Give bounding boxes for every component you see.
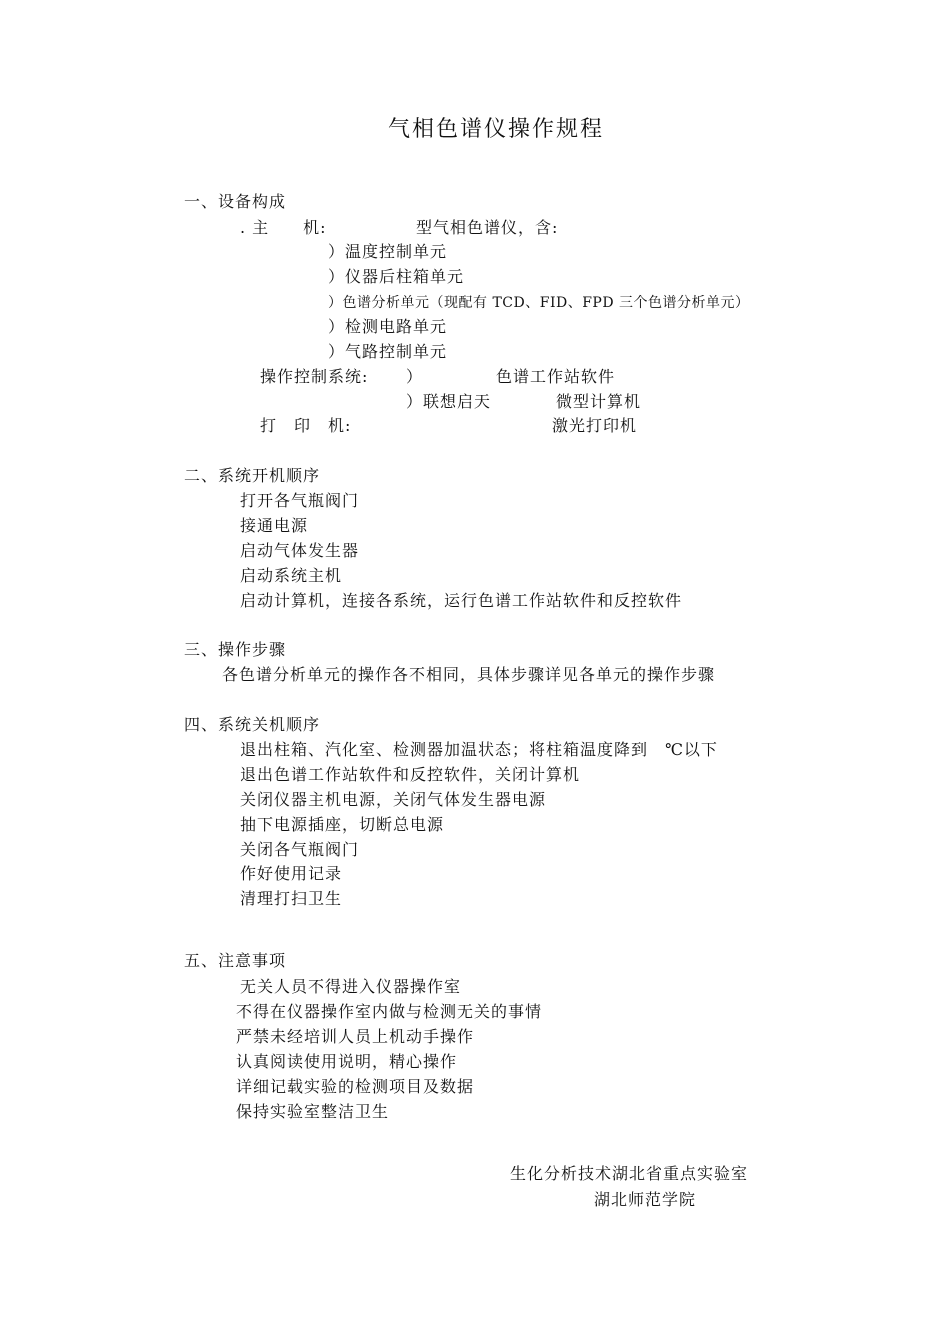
control-item-text: 色谱工作站软件 <box>496 367 616 386</box>
list-item: 关闭各气瓶阀门 <box>240 840 360 859</box>
control-item-text: 微型计算机 <box>556 392 642 411</box>
list-item: 启动计算机，连接各系统，运行色谱工作站软件和反控软件 <box>240 591 683 610</box>
unit-item: ）检测电路单元 <box>328 317 448 336</box>
printer-value: 激光打印机 <box>552 416 638 435</box>
printer-label: 打 印 机: <box>260 416 352 435</box>
list-item: 接通电源 <box>240 516 309 535</box>
unit-item: ）温度控制单元 <box>328 242 448 261</box>
footer-lab-name: 生化分析技术湖北省重点实验室 <box>510 1164 749 1183</box>
list-item: 详细记载实验的检测项目及数据 <box>236 1077 475 1096</box>
list-item: 严禁未经培训人员上机动手操作 <box>236 1027 475 1046</box>
unit-item: ）仪器后柱箱单元 <box>328 267 465 286</box>
section-4-heading: 四、系统关机顺序 <box>184 715 321 734</box>
control-item-marker: ）联想启天 <box>406 392 492 411</box>
control-item-marker: ） <box>406 367 424 386</box>
list-item: 抽下电源插座，切断总电源 <box>240 815 445 834</box>
section-3-body: 各色谱分析单元的操作各不相同，具体步骤详见各单元的操作步骤 <box>222 665 716 684</box>
list-item: 作好使用记录 <box>240 864 343 883</box>
unit-item: ）色谱分析单元（现配有 TCD、FID、FPD 三个色谱分析单元） <box>328 295 750 311</box>
list-item: 退出柱箱、汽化室、检测器加温状态；将柱箱温度降到 ℃以下 <box>240 740 718 759</box>
section-3-heading: 三、操作步骤 <box>184 640 287 659</box>
list-item: 保持实验室整洁卫生 <box>236 1102 390 1121</box>
section-1-heading: 一、设备构成 <box>184 192 287 211</box>
section-5-heading: 五、注意事项 <box>184 951 287 970</box>
footer-school-name: 湖北师范学院 <box>594 1190 697 1209</box>
list-item: 认真阅读使用说明，精心操作 <box>236 1052 458 1071</box>
unit-item: ）气路控制单元 <box>328 342 448 361</box>
main-unit-label: . 主 机: <box>240 218 327 237</box>
list-item: 退出色谱工作站软件和反控软件，关闭计算机 <box>240 765 581 784</box>
list-item: 清理打扫卫生 <box>240 889 343 908</box>
list-item: 无关人员不得进入仪器操作室 <box>240 977 462 996</box>
page-title: 气相色谱仪操作规程 <box>388 117 605 142</box>
control-system-label: 操作控制系统: <box>260 367 369 386</box>
list-item: 关闭仪器主机电源，关闭气体发生器电源 <box>240 790 547 809</box>
list-item: 启动系统主机 <box>240 566 343 585</box>
list-item: 打开各气瓶阀门 <box>240 491 360 510</box>
list-item: 不得在仪器操作室内做与检测无关的事情 <box>236 1002 543 1021</box>
list-item: 启动气体发生器 <box>240 541 360 560</box>
main-unit-value: 型气相色谱仪，含: <box>416 218 559 237</box>
section-2-heading: 二、系统开机顺序 <box>184 466 321 485</box>
